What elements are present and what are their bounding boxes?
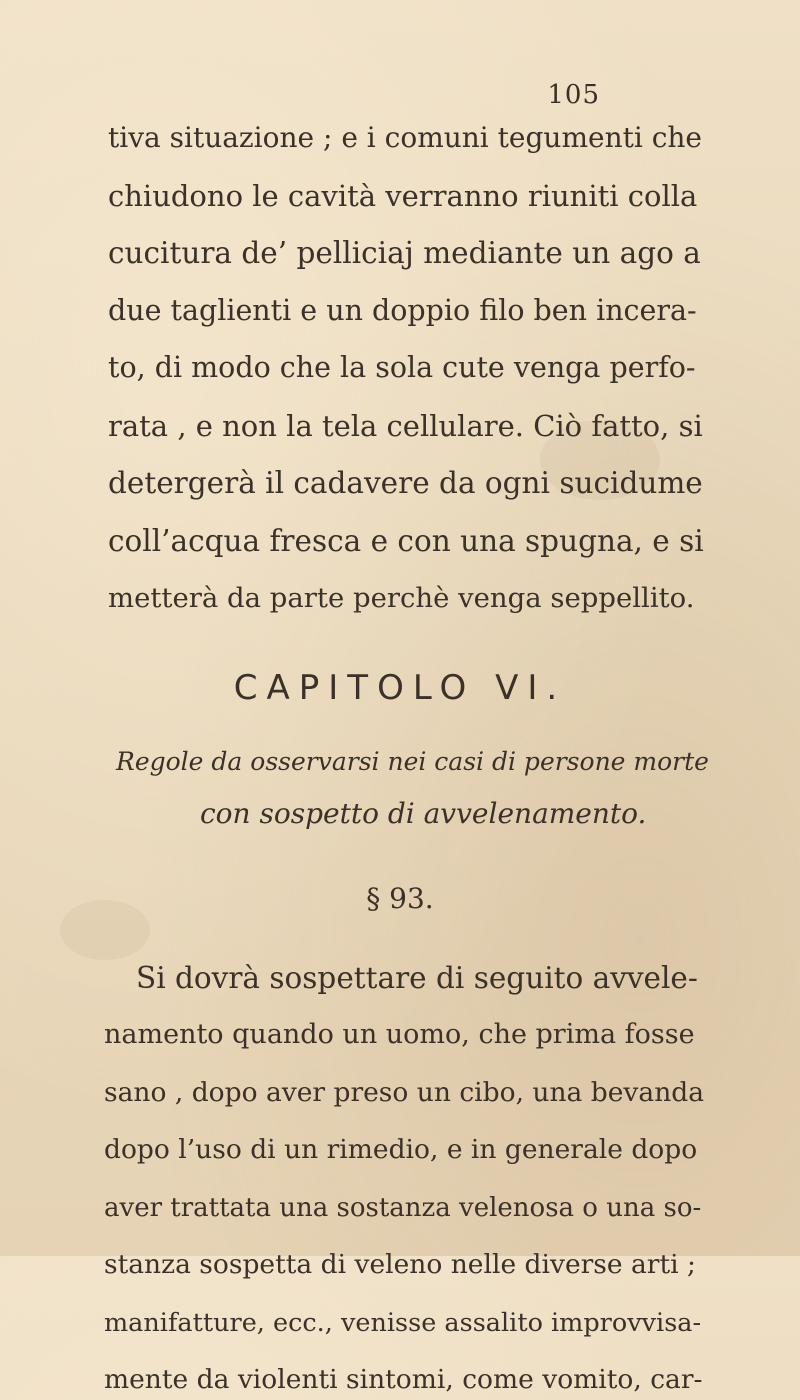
- section-number: § 93.: [366, 881, 434, 915]
- text-line: coll’acqua fresca e con una spugna, e si: [108, 523, 704, 558]
- text-line: metterà da parte perchè venga seppellito.: [108, 582, 695, 614]
- text-line: cucitura de’ pelliciaj mediante un ago a: [108, 236, 701, 270]
- text-line: to, di modo che la sola cute venga perfo-: [108, 351, 696, 384]
- text-line: dopo l’uso di un rimedio, e in generale dopo: [104, 1134, 698, 1165]
- text-line: stanza sospetta di veleno nelle diverse arti ;: [104, 1249, 696, 1280]
- text-line: aver trattata una sostanza velenosa o una so-: [104, 1192, 702, 1223]
- text-line: mente da violenti sintomi, come vomito, car-: [104, 1364, 703, 1395]
- text-line: detergerà il cadavere da ogni sucidume: [108, 466, 703, 500]
- text-line: rata , e non la tela cellulare. Ciò fatto, si: [108, 408, 703, 443]
- text-line: manifatture, ecc., venisse assalito improvvisa-: [104, 1307, 702, 1338]
- page-number: 105: [547, 80, 600, 110]
- text-line: due taglienti e un doppio filo ben incera-: [108, 293, 697, 327]
- chapter-subtitle-line: Regole da osservarsi nei casi di persone morte: [116, 746, 709, 776]
- text-line: chiudono le cavità verranno riuniti colla: [108, 178, 698, 213]
- chapter-subtitle-line: con sospetto di avvelenamento.: [200, 796, 647, 830]
- text-line: Si dovrà sospettare di seguito avvele-: [136, 960, 698, 995]
- text-line: namento quando un uomo, che prima fosse: [104, 1019, 695, 1050]
- text-line: tiva situazione ; e i comuni tegumenti che: [108, 121, 702, 154]
- chapter-heading: CAPITOLO VI.: [233, 667, 567, 708]
- text-line: sano , dopo aver preso un cibo, una bevanda: [104, 1076, 705, 1108]
